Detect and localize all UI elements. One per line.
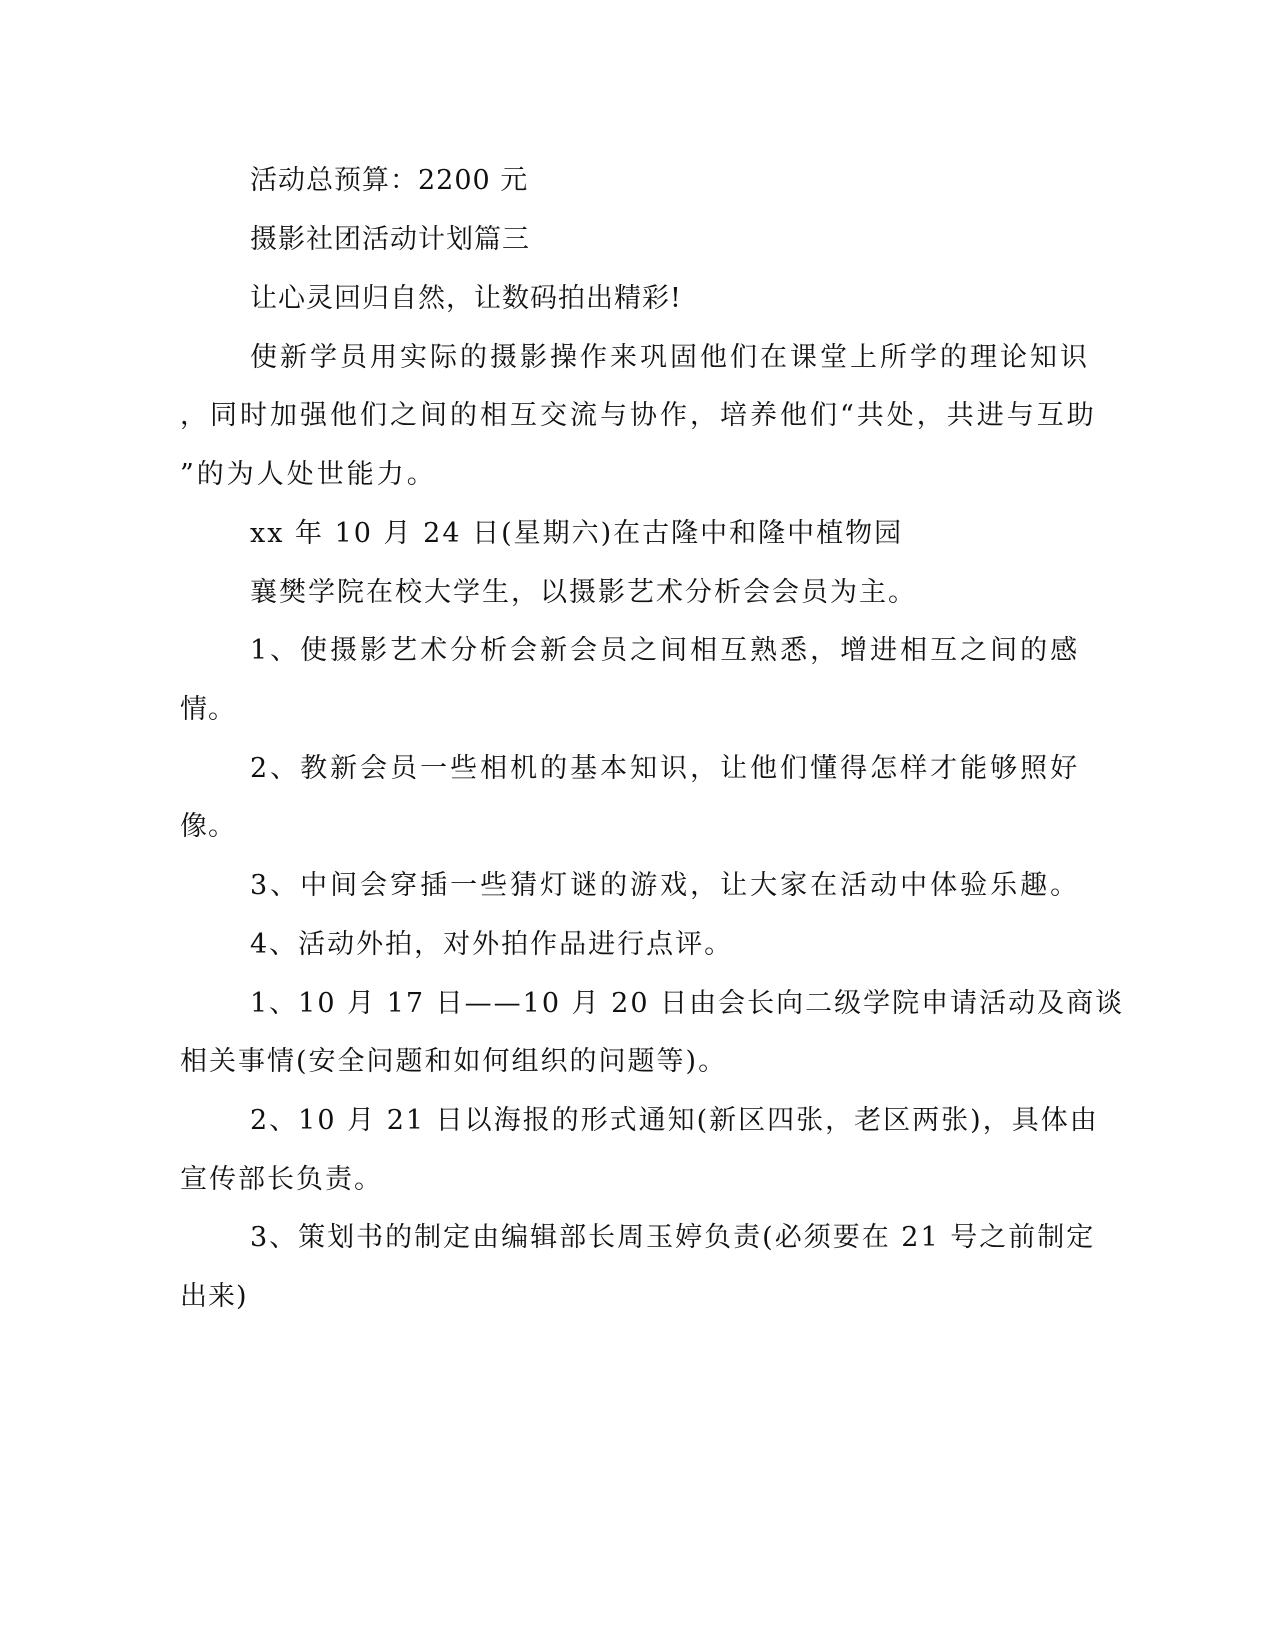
goal-item-1-line-2: 情。 <box>180 694 236 725</box>
schedule-item-3-line-2: 出来) <box>180 1281 248 1312</box>
schedule-item-2-line-1: 2、10 月 21 日以海报的形式通知(新区四张，老区两张)，具体由 <box>250 1105 1099 1136</box>
purpose-line-3: ”的为人处世能力。 <box>180 459 437 490</box>
schedule-item-3-line-1: 3、策划书的制定由编辑部长周玉婷负责(必须要在 21 号之前制定 <box>250 1222 1096 1253</box>
goal-item-1-line-1: 1、使摄影艺术分析会新会员之间相互熟悉，增进相互之间的感 <box>250 635 1081 666</box>
goal-item-2-line-2: 像。 <box>180 811 236 842</box>
schedule-item-2-line-2: 宣传部长负责。 <box>180 1164 383 1195</box>
goal-item-3: 3、中间会穿插一些猜灯谜的游戏，让大家在活动中体验乐趣。 <box>250 870 1081 901</box>
schedule-item-1-line-1: 1、10 月 17 日——10 月 20 日由会长向二级学院申请活动及商谈 <box>250 988 1125 1019</box>
section-title: 摄影社团活动计划篇三 <box>250 224 530 255</box>
purpose-line-1: 使新学员用实际的摄影操作来巩固他们在课堂上所学的理论知识 <box>250 342 1090 373</box>
time-place-line: xx 年 10 月 24 日(星期六)在古隆中和隆中植物园 <box>250 518 904 549</box>
goal-item-2-line-1: 2、教新会员一些相机的基本知识，让他们懂得怎样才能够照好 <box>250 753 1081 784</box>
goal-item-4: 4、活动外拍，对外拍作品进行点评。 <box>250 929 734 960</box>
participants-line: 襄樊学院在校大学生，以摄影艺术分析会会员为主。 <box>250 577 917 608</box>
slogan-line: 让心灵回归自然，让数码拍出精彩! <box>250 283 682 314</box>
schedule-item-1-line-2: 相关事情(安全问题和如何组织的问题等)。 <box>180 1046 728 1077</box>
purpose-line-2: ，同时加强他们之间的相互交流与协作，培养他们“共处，共进与互助 <box>180 400 1097 431</box>
budget-line: 活动总预算：2200 元 <box>250 165 529 196</box>
